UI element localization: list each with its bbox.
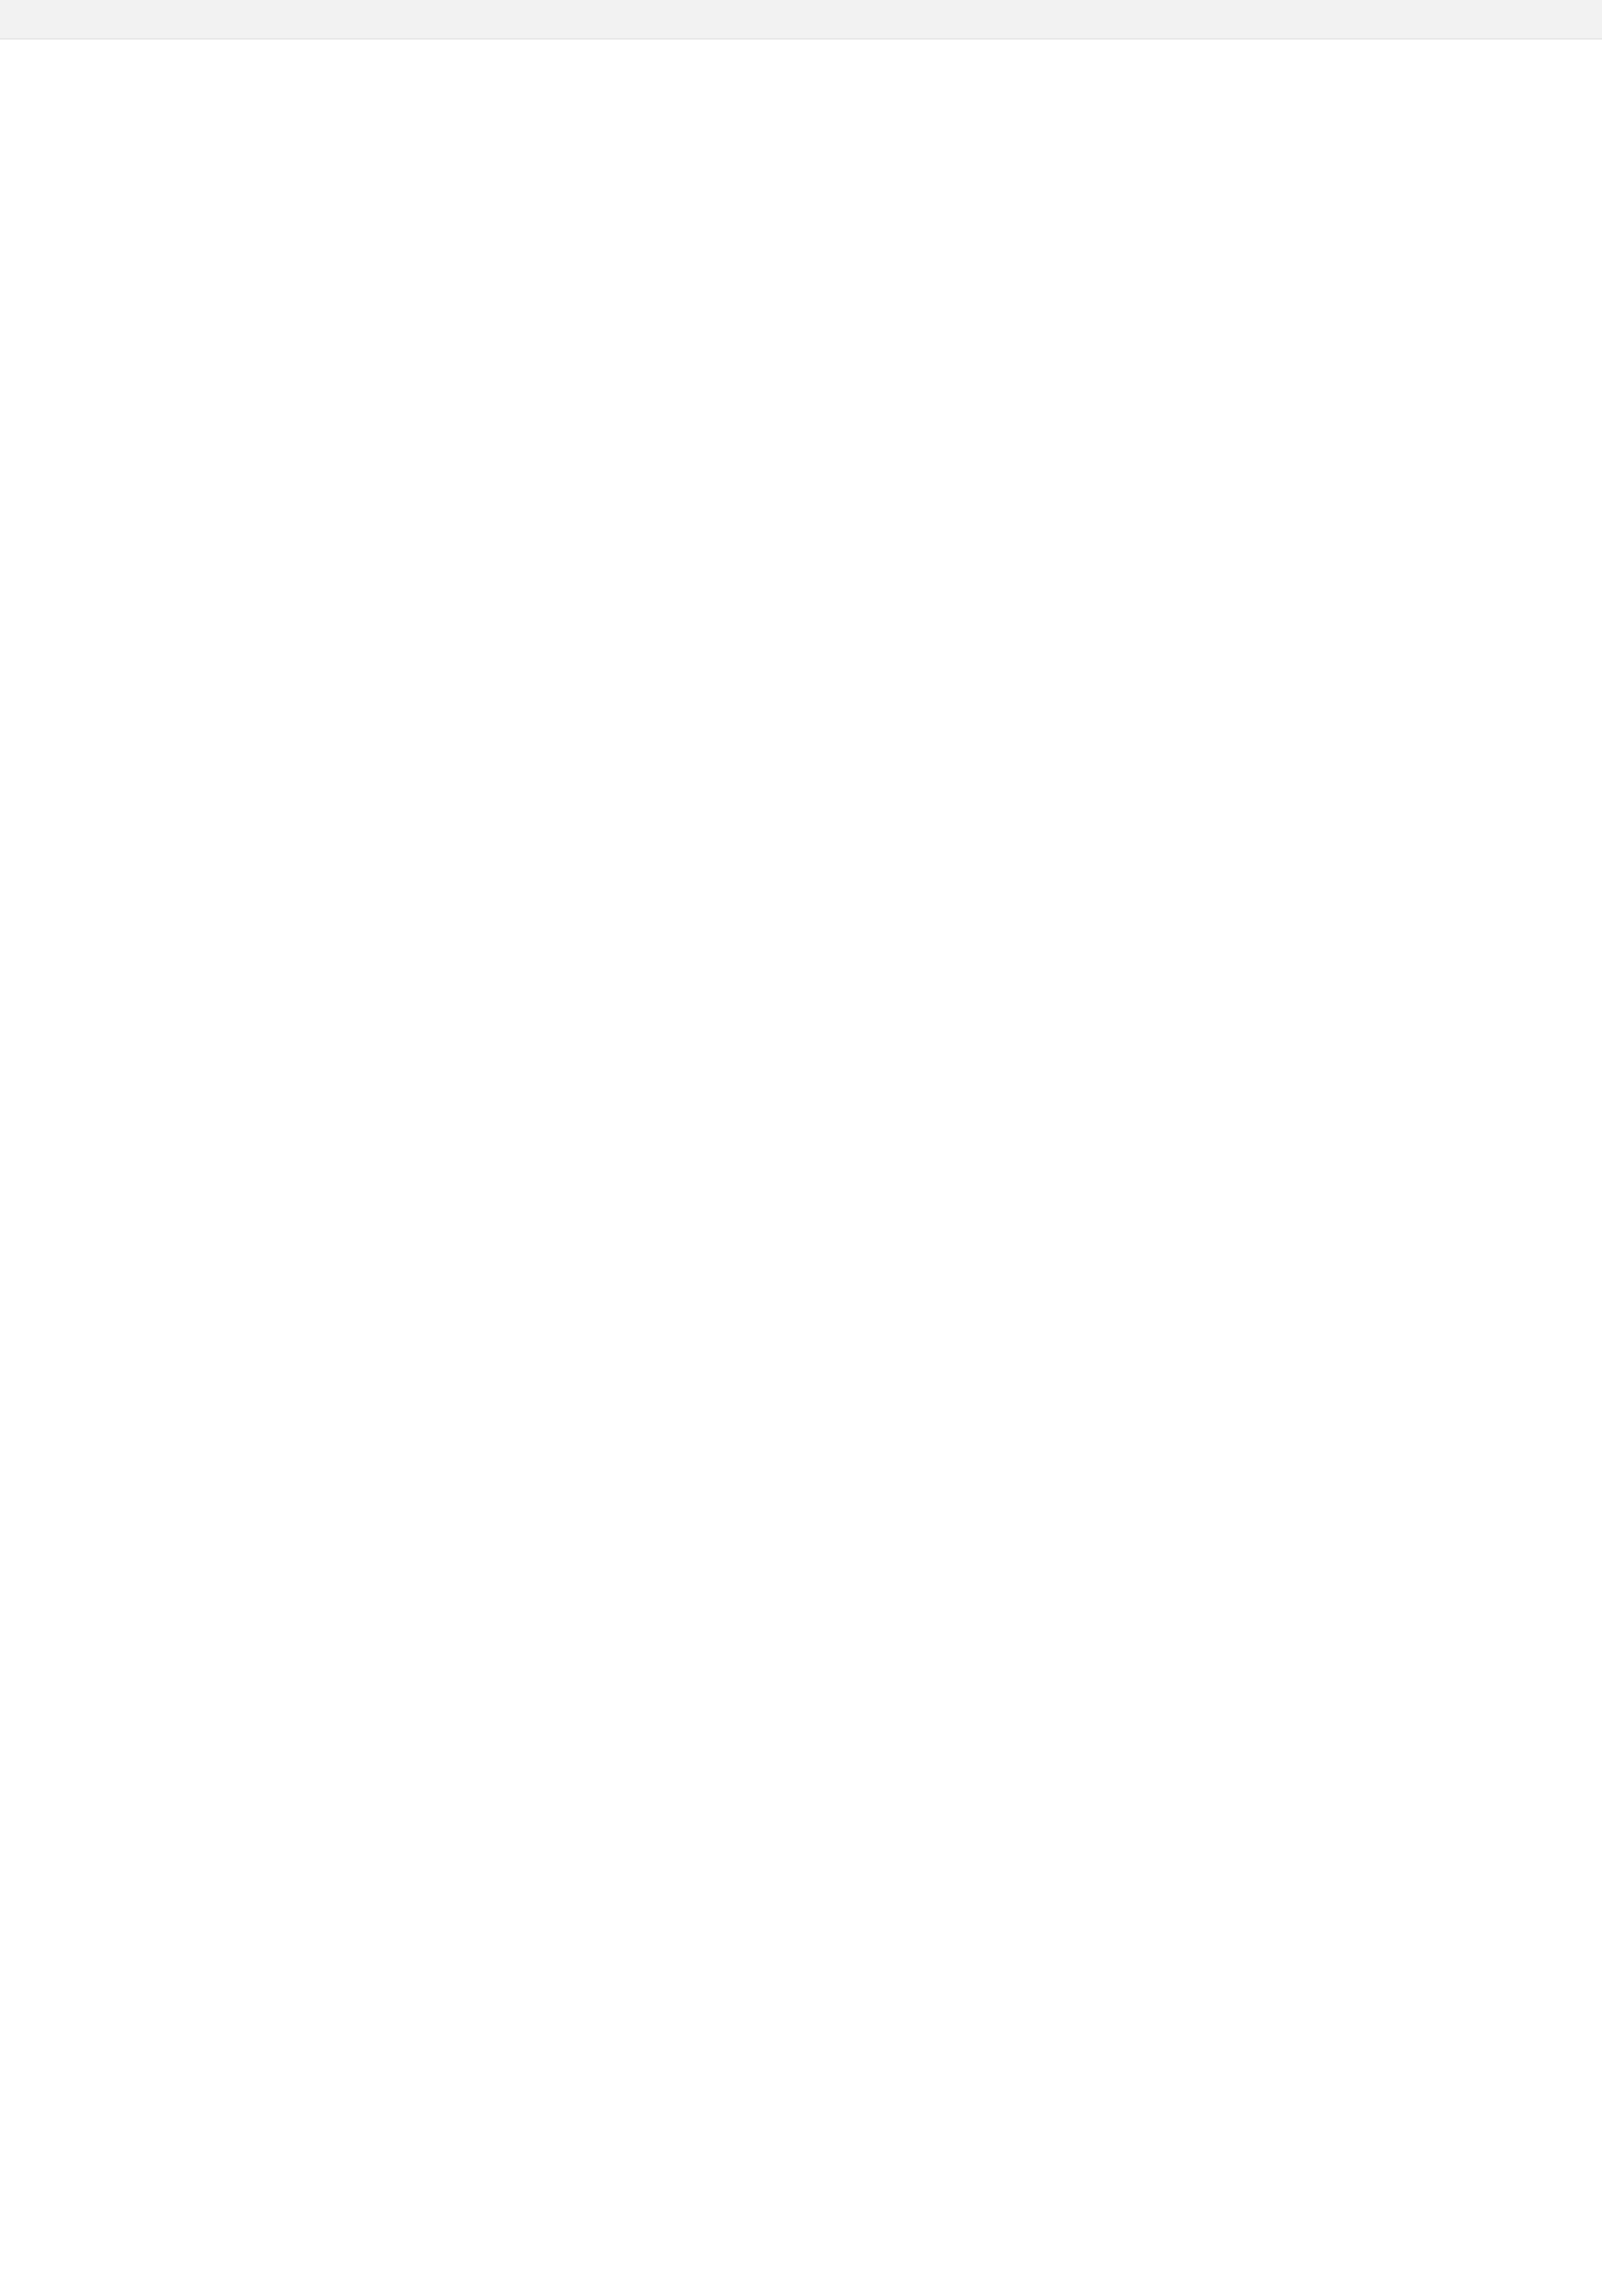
- title-bar: [0, 0, 1602, 39]
- main-content: [0, 39, 1602, 2296]
